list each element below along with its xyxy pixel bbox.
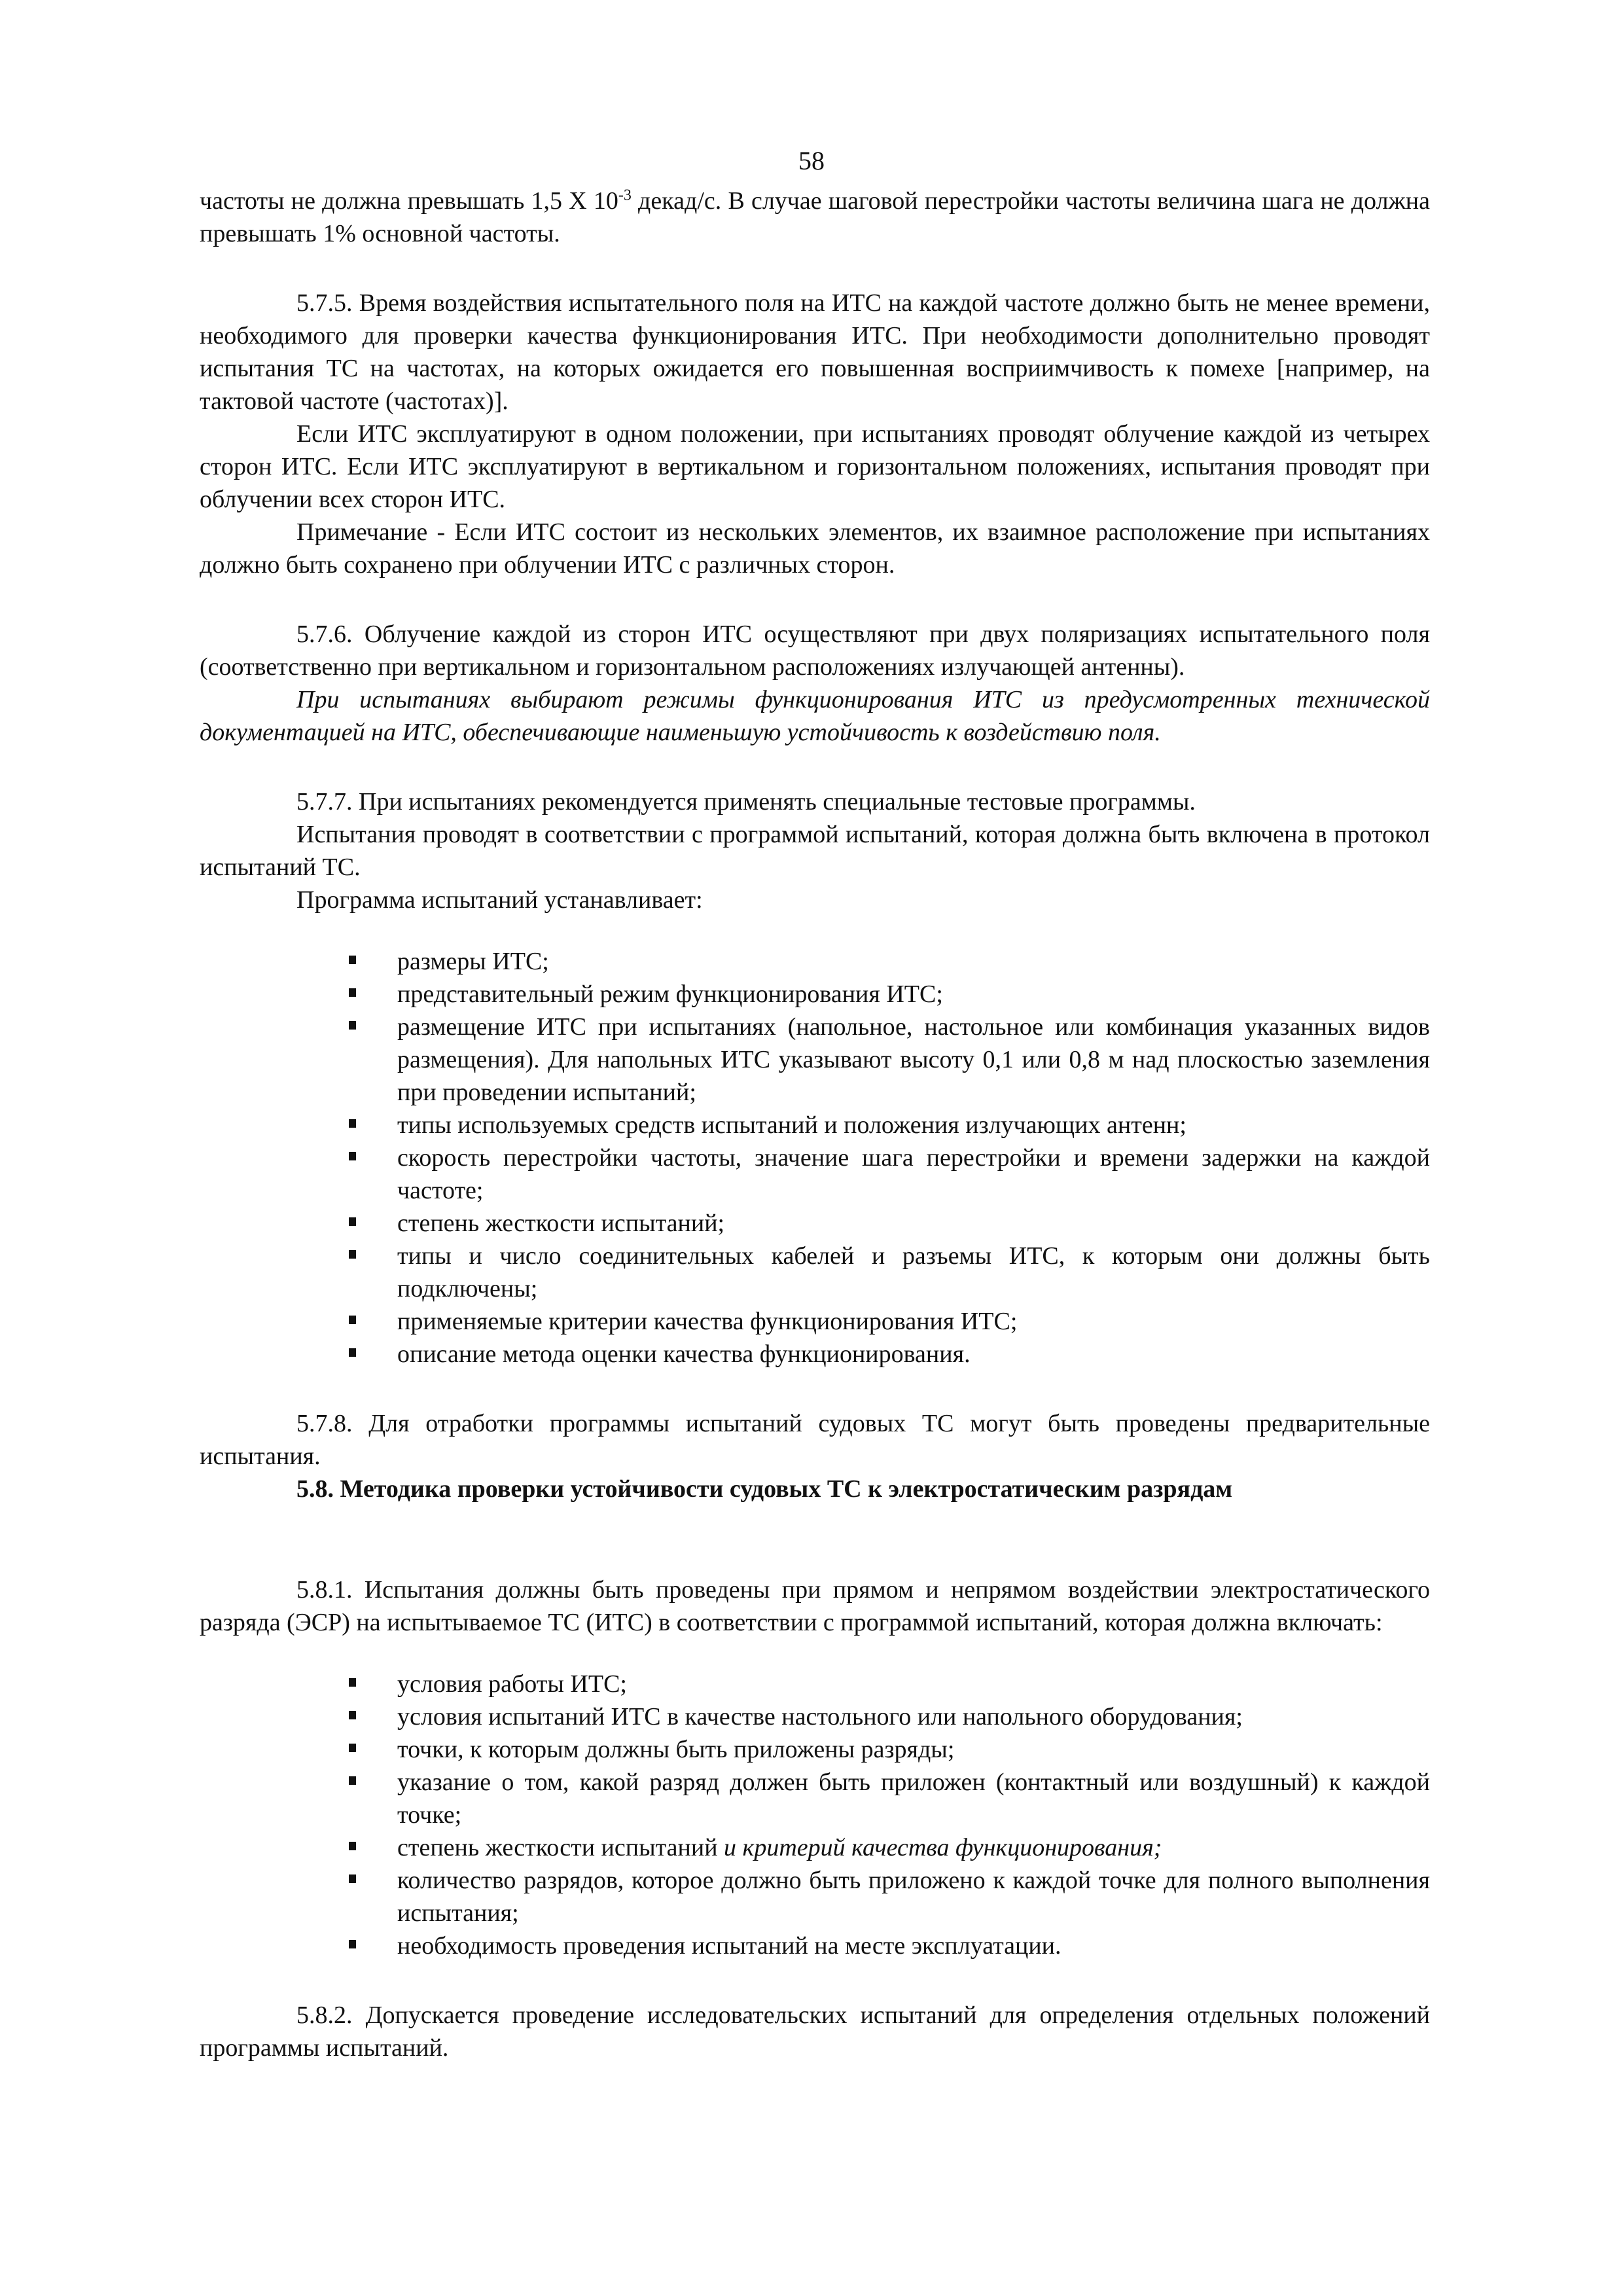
list-item-text: применяемые критерии качества функционирования ИТС; [397, 1308, 1018, 1335]
bullet-square-icon [349, 1940, 356, 1948]
paragraph-5-7-5-orientation: Если ИТС эксплуатируют в одном положении, при испытаниях проводят облучение каждой из четырех сторон ИТС. Если ИТС эксплуатируют в вертикальном и горизонтальном положениях, испытания проводят при облучении всех сторон ИТС. [200, 420, 1430, 513]
list-item-text: типы и число соединительных кабелей и разъемы ИТС, к которым они должны быть подключены; [397, 1242, 1430, 1302]
list-item [397, 1109, 1430, 1141]
bullet-square-icon [349, 1874, 356, 1883]
list-item-text: степень жесткости испытаний [397, 1834, 724, 1861]
bullet-square-icon [349, 956, 356, 964]
paragraph-5-8-1: 5.8.1. Испытания должны быть проведены при прямом и непрямом воздействии электростатического разряда (ЭСР) на испытываемое ТС (ИТС) в соответствии с программой испытаний, которая должна включать: [200, 1576, 1430, 1636]
bullet-square-icon [349, 1021, 356, 1030]
section-heading-5-8: 5.8. Методика проверки устойчивости судовых ТС к электростатическим разрядам [296, 1475, 1233, 1503]
paragraph-5-7-8: 5.7.8. Для отработки программы испытаний судовых ТС могут быть проведены предварительные испытания. [200, 1410, 1430, 1470]
frequency-rate-text-a: частоты не должна превышать 1,5 X 10 [200, 187, 618, 215]
list-item [397, 1700, 1430, 1733]
list-item [397, 1864, 1430, 1929]
list-item [397, 1240, 1430, 1305]
bullet-square-icon [349, 1217, 356, 1226]
paragraph-5-7-6: 5.7.6. Облучение каждой из сторон ИТС осуществляют при двух поляризациях испытательного поля (соответственно при вертикальном и горизонтальном расположениях излучающей антенны). [200, 620, 1430, 681]
paragraph-5-7-7: 5.7.7. При испытаниях рекомендуется применять специальные тестовые программы. [296, 788, 1196, 816]
list-item-text: степень жесткости испытаний; [397, 1210, 725, 1237]
list-item-text: указание о том, какой разряд должен быть приложен (контактный или воздушный) к каждой точке; [397, 1768, 1430, 1829]
bullet-square-icon [349, 1711, 356, 1719]
list-item [397, 1011, 1430, 1109]
frequency-rate-exponent: -3 [618, 187, 632, 204]
paragraph-frequency-rate [200, 185, 1430, 250]
esd-program-items-list [200, 1668, 1430, 1962]
bullet-square-icon [349, 1744, 356, 1752]
bullet-square-icon [349, 1250, 356, 1259]
paragraph-5-8-2: 5.8.2. Допускается проведение исследовательских испытаний для определения отдельных положений программы испытаний. [200, 2001, 1430, 2062]
bullet-square-icon [349, 1348, 356, 1357]
list-item [397, 1766, 1430, 1831]
list-item [397, 1668, 1430, 1700]
bullet-square-icon [349, 1842, 356, 1850]
list-item [397, 1305, 1430, 1338]
bullet-square-icon [349, 1678, 356, 1687]
list-item-text: точки, к которым должны быть приложены разряды; [397, 1736, 955, 1763]
list-item-text: количество разрядов, которое должно быть приложено к каждой точке для полного выполнения испытания; [397, 1867, 1430, 1927]
paragraph-5-7-5-note: Примечание - Если ИТС состоит из нескольких элементов, их взаимное расположение при испытаниях должно быть сохранено при облучении ИТС с различных сторон. [200, 518, 1430, 579]
page-number: 58 [798, 146, 825, 175]
bullet-square-icon [349, 1316, 356, 1324]
list-item-text: типы используемых средств испытаний и положения излучающих антенн; [397, 1111, 1186, 1139]
list-item [397, 1338, 1430, 1371]
list-item [397, 1831, 1430, 1864]
paragraph-5-7-7-program: Испытания проводят в соответствии с программой испытаний, которая должна быть включена в протокол испытаний ТС. [200, 821, 1430, 881]
program-items-list [200, 945, 1430, 1371]
list-item-text: размещение ИТС при испытаниях (напольное, настольное или комбинация указанных видов размещения). Для напольных ИТС указывают высоту 0,1 или 0,8 м над плоскостью заземления при проведении испытаний; [397, 1013, 1430, 1106]
list-item-text: размеры ИТС; [397, 948, 549, 975]
list-item [397, 978, 1430, 1011]
list-item-text: необходимость проведения испытаний на месте эксплуатации. [397, 1932, 1061, 1960]
list-item [397, 1929, 1430, 1962]
list-item-text-italic: и критерий качества функционирования; [724, 1834, 1162, 1861]
list-item [397, 945, 1430, 978]
bullet-square-icon [349, 1776, 356, 1785]
list-item-text: представительный режим функционирования ИТС; [397, 980, 943, 1008]
list-item [397, 1733, 1430, 1766]
frequency-rate-text-b: декад/с. В случае шаговой перестройки частоты величина шага не должна превышать 1% основной частоты. [200, 187, 1430, 247]
paragraph-5-7-5: 5.7.5. Время воздействия испытательного поля на ИТС на каждой частоте должно быть не менее времени, необходимого для проверки качества функционирования ИТС. При необходимости дополнительно проводят испытания ТС на частотах, на которых ожидается его повышенная восприимчивость к помехе [например, на тактовой частоте (частотах)]. [200, 289, 1430, 415]
list-item-text: условия работы ИТС; [397, 1670, 627, 1698]
page-content [200, 185, 1430, 2064]
list-item-text: скорость перестройки частоты, значение шага перестройки и времени задержки на каждой частоте; [397, 1144, 1430, 1204]
paragraph-5-7-7-sets: Программа испытаний устанавливает: [296, 886, 703, 914]
paragraph-5-7-6-modes: При испытаниях выбирают режимы функционирования ИТС из предусмотренных технической документацией на ИТС, обеспечивающие наименьшую устойчивость к воздействию поля. [200, 686, 1430, 746]
list-item-text: условия испытаний ИТС в качестве настольного или напольного оборудования; [397, 1703, 1243, 1731]
list-item [397, 1207, 1430, 1240]
list-item [397, 1141, 1430, 1207]
bullet-square-icon [349, 1119, 356, 1128]
bullet-square-icon [349, 1152, 356, 1160]
list-item-text: описание метода оценки качества функционирования. [397, 1340, 971, 1368]
bullet-square-icon [349, 988, 356, 997]
